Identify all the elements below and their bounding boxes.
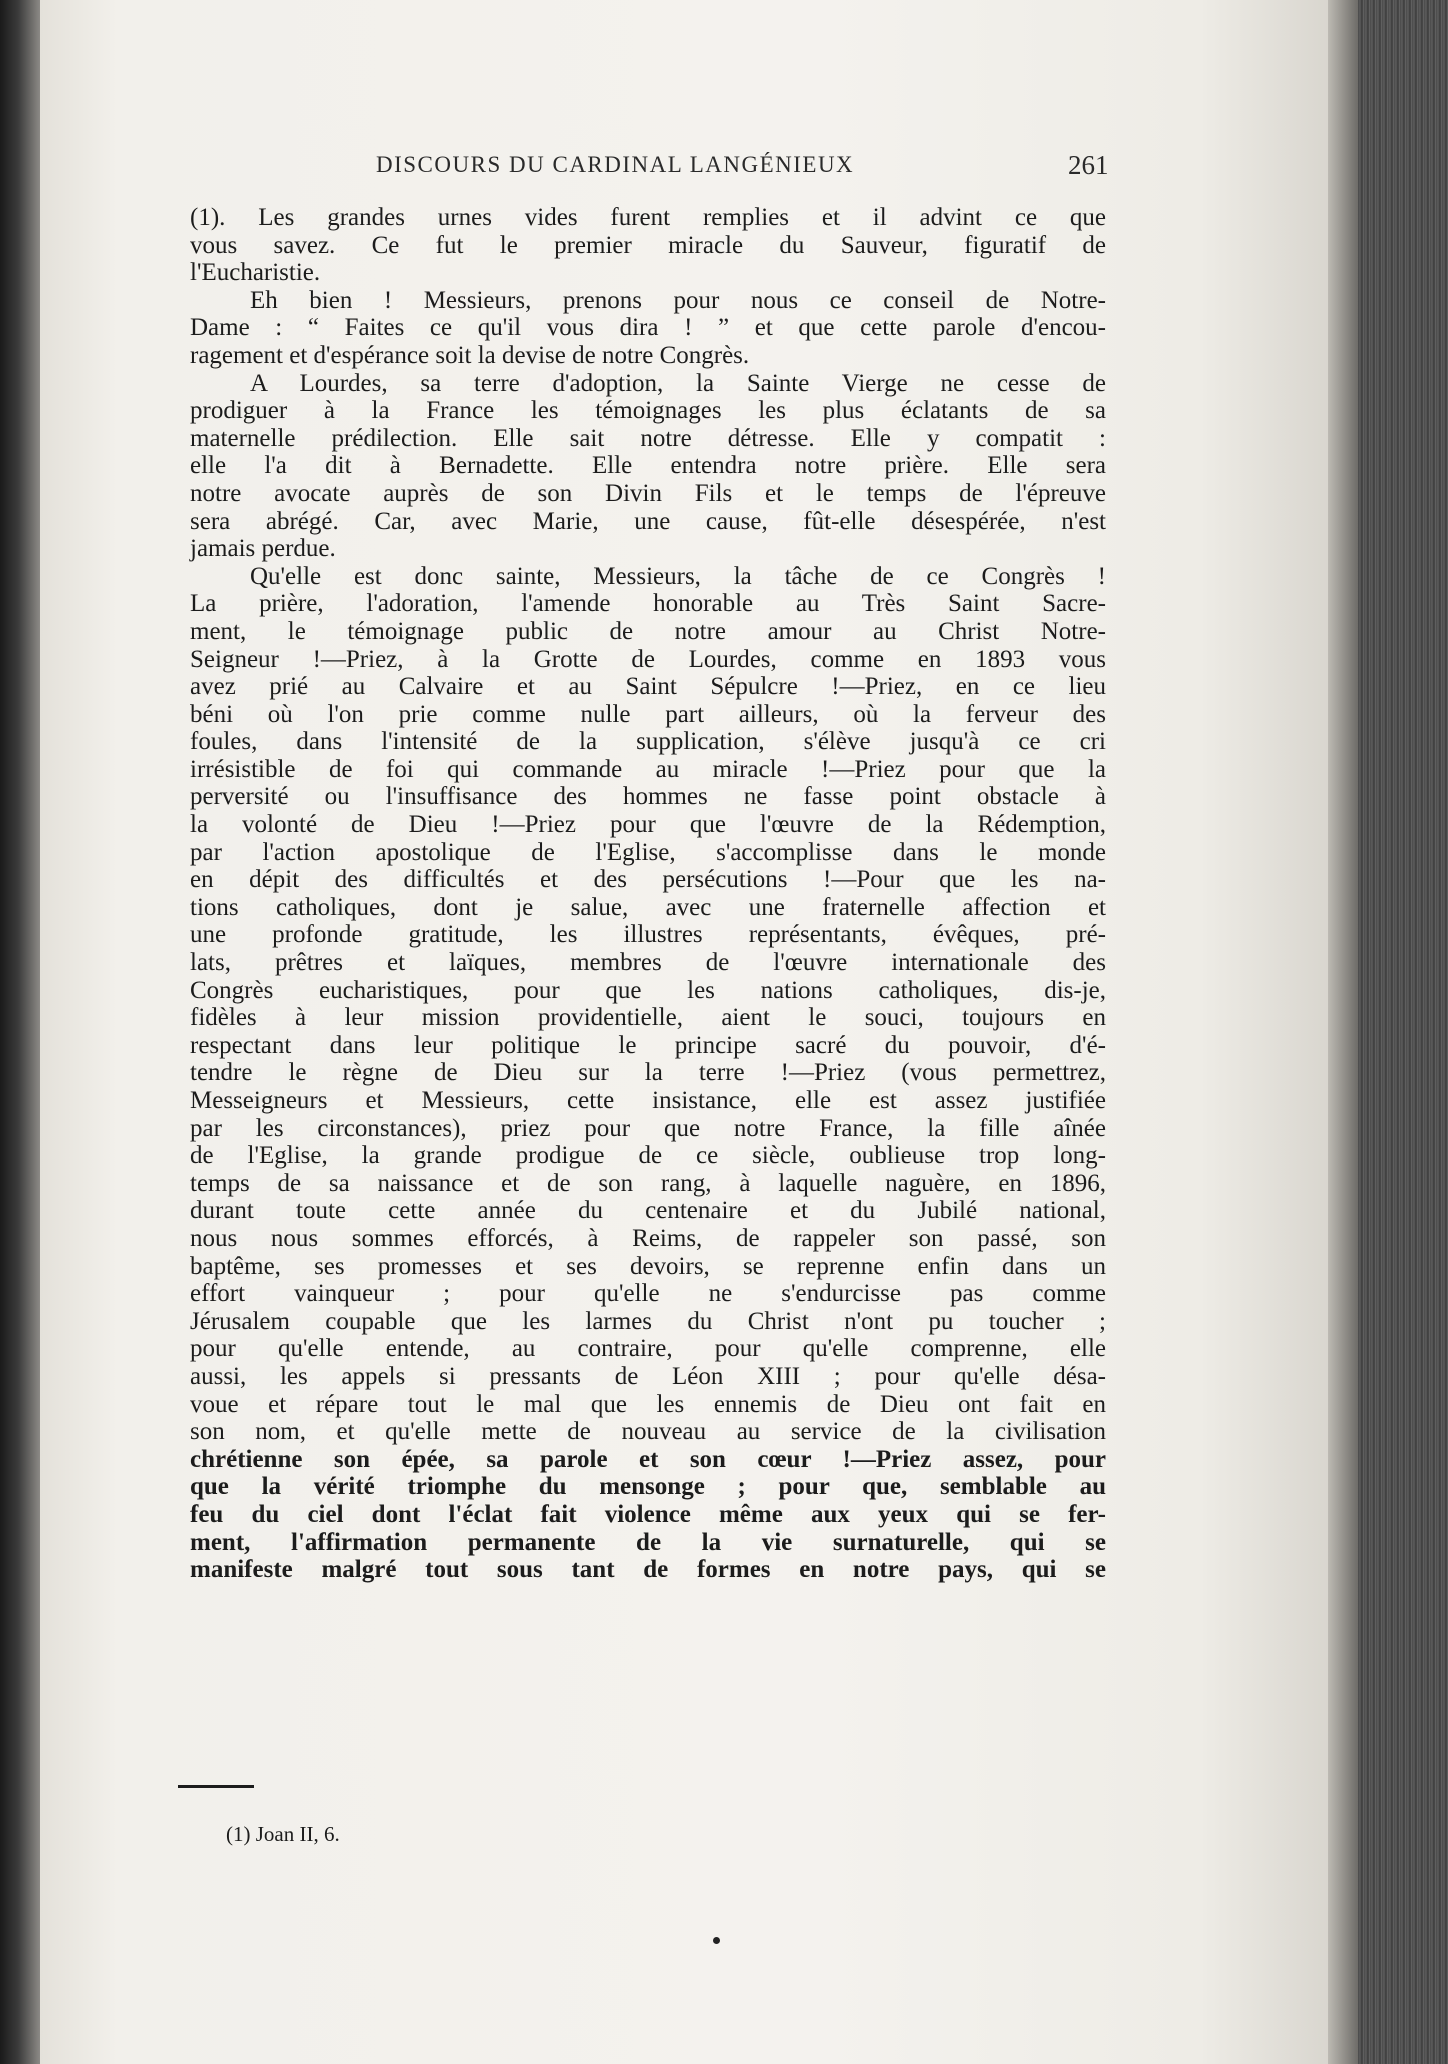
- text-line: lats, prêtres et laïques, membres de l'œuvre internationale des: [190, 949, 1106, 977]
- text-line: Seigneur !—Priez, à la Grotte de Lourdes, comme en 1893 vous: [190, 645, 1106, 673]
- text-line: A Lourdes, sa terre d'adoption, la Sainte Vierge ne cesse de: [250, 369, 1106, 397]
- text-line: jamais perdue.: [190, 535, 336, 563]
- text-line: de l'Eglise, la grande prodigue de ce siècle, oublieuse trop long-: [190, 1142, 1106, 1170]
- text-line: Messeigneurs et Messieurs, cette insistance, elle est assez justifiée: [190, 1087, 1106, 1114]
- text-line: temps de sa naissance et de son rang, à laquelle naguère, en 1896,: [190, 1169, 1106, 1197]
- text-line: voue et répare tout le mal que les ennemis de Dieu ont fait en: [190, 1390, 1106, 1418]
- text-line: Jérusalem coupable que les larmes du Christ n'ont pu toucher ;: [190, 1307, 1106, 1335]
- text-line: par les circonstances), priez pour que notre France, la fille aînée: [190, 1114, 1106, 1142]
- text-line: baptême, ses promesses et ses devoirs, se reprenne enfin dans un: [190, 1252, 1106, 1280]
- text-line: notre avocate auprès de son Divin Fils et le temps de l'épreuve: [190, 479, 1106, 507]
- text-line: perversité ou l'insuffisance des hommes ne fasse point obstacle à: [190, 783, 1106, 811]
- text-line: en dépit des difficultés et des persécutions !—Pour que les na-: [190, 866, 1106, 894]
- text-line: avez prié au Calvaire et au Saint Sépulcre !—Priez, en ce lieu: [190, 673, 1106, 701]
- text-line: foules, dans l'intensité de la supplication, s'élève jusqu'à ce cri: [190, 728, 1106, 756]
- text-line: Dame : “ Faites ce qu'il vous dira ! ” et que cette parole d'encou-: [190, 314, 1106, 342]
- text-line: elle l'a dit à Bernadette. Elle entendra notre prière. Elle sera: [190, 452, 1106, 480]
- text-line: fidèles à leur mission providentielle, aient le souci, toujours en: [190, 1004, 1106, 1032]
- text-line: chrétienne son épée, sa parole et son cœur !—Priez assez, pour: [190, 1445, 1106, 1473]
- text-line: respectant dans leur politique le principe sacré du pouvoir, d'é-: [190, 1031, 1106, 1059]
- text-line: par l'action apostolique de l'Eglise, s'accomplisse dans le monde: [190, 838, 1106, 866]
- text-line: béni où l'on prie comme nulle part ailleurs, où la ferveur des: [190, 700, 1106, 728]
- text-line: effort vainqueur ; pour qu'elle ne s'endurcisse pas comme: [190, 1280, 1106, 1308]
- text-line: Congrès eucharistiques, pour que les nations catholiques, dis-je,: [190, 976, 1106, 1004]
- text-line: pour qu'elle entende, au contraire, pour qu'elle comprenne, elle: [190, 1335, 1106, 1363]
- text-line: Qu'elle est donc sainte, Messieurs, la tâche de ce Congrès !: [250, 562, 1106, 590]
- footnote: (1) Joan II, 6.: [226, 1822, 340, 1846]
- text-line: feu du ciel dont l'éclat fait violence même aux yeux qui se fer-: [190, 1500, 1106, 1528]
- book-gutter-shadow: [0, 0, 40, 2064]
- text-line: (1). Les grandes urnes vides furent remplies et il advint ce que: [190, 204, 1106, 231]
- page-number: 261: [1068, 150, 1109, 180]
- text-line: La prière, l'adoration, l'amende honorable au Très Saint Sacre-: [190, 590, 1106, 618]
- text-line: irrésistible de foi qui commande au miracle !—Priez pour que la: [190, 755, 1106, 783]
- text-line: ment, l'affirmation permanente de la vie surnaturelle, qui se: [190, 1528, 1106, 1556]
- text-line: son nom, et qu'elle mette de nouveau au service de la civilisation: [190, 1418, 1106, 1446]
- text-line: sera abrégé. Car, avec Marie, une cause, fût-elle désespérée, n'est: [190, 507, 1106, 535]
- text-line: Eh bien ! Messieurs, prenons pour nous ce conseil de Notre-: [250, 286, 1106, 314]
- text-line: tions catholiques, dont je salue, avec une fraternelle affection et: [190, 893, 1106, 921]
- page-speck: [713, 1937, 720, 1944]
- text-line: l'Eucharistie.: [190, 259, 321, 287]
- body-text: [190, 204, 1106, 1584]
- text-line: ment, le témoignage public de notre amour au Christ Notre-: [190, 617, 1106, 645]
- page-edge-stack: [1328, 0, 1448, 2064]
- text-line: une profonde gratitude, les illustres représentants, évêques, pré-: [190, 921, 1106, 949]
- text-line: aussi, les appels si pressants de Léon XIII ; pour qu'elle désa-: [190, 1362, 1106, 1390]
- text-line: prodiguer à la France les témoignages les plus éclatants de sa: [190, 397, 1106, 425]
- text-line: nous nous sommes efforcés, à Reims, de rappeler son passé, son: [190, 1224, 1106, 1252]
- text-line: manifeste malgré tout sous tant de formes en notre pays, qui se: [190, 1556, 1106, 1584]
- text-line: durant toute cette année du centenaire et du Jubilé national,: [190, 1197, 1106, 1225]
- text-line: ragement et d'espérance soit la devise de notre Congrès.: [190, 341, 750, 369]
- text-line: maternelle prédilection. Elle sait notre détresse. Elle y compatit :: [190, 424, 1106, 452]
- text-line: que la vérité triomphe du mensonge ; pour que, semblable au: [190, 1473, 1106, 1501]
- running-head: DISCOURS DU CARDINAL LANGÉNIEUX: [376, 152, 855, 177]
- footnote-separator: [178, 1785, 254, 1788]
- text-line: tendre le règne de Dieu sur la terre !—Priez (vous permettrez,: [190, 1059, 1106, 1087]
- text-line: vous savez. Ce fut le premier miracle du Sauveur, figuratif de: [190, 231, 1106, 259]
- text-line: la volonté de Dieu !—Priez pour que l'œuvre de la Rédemption,: [190, 811, 1106, 839]
